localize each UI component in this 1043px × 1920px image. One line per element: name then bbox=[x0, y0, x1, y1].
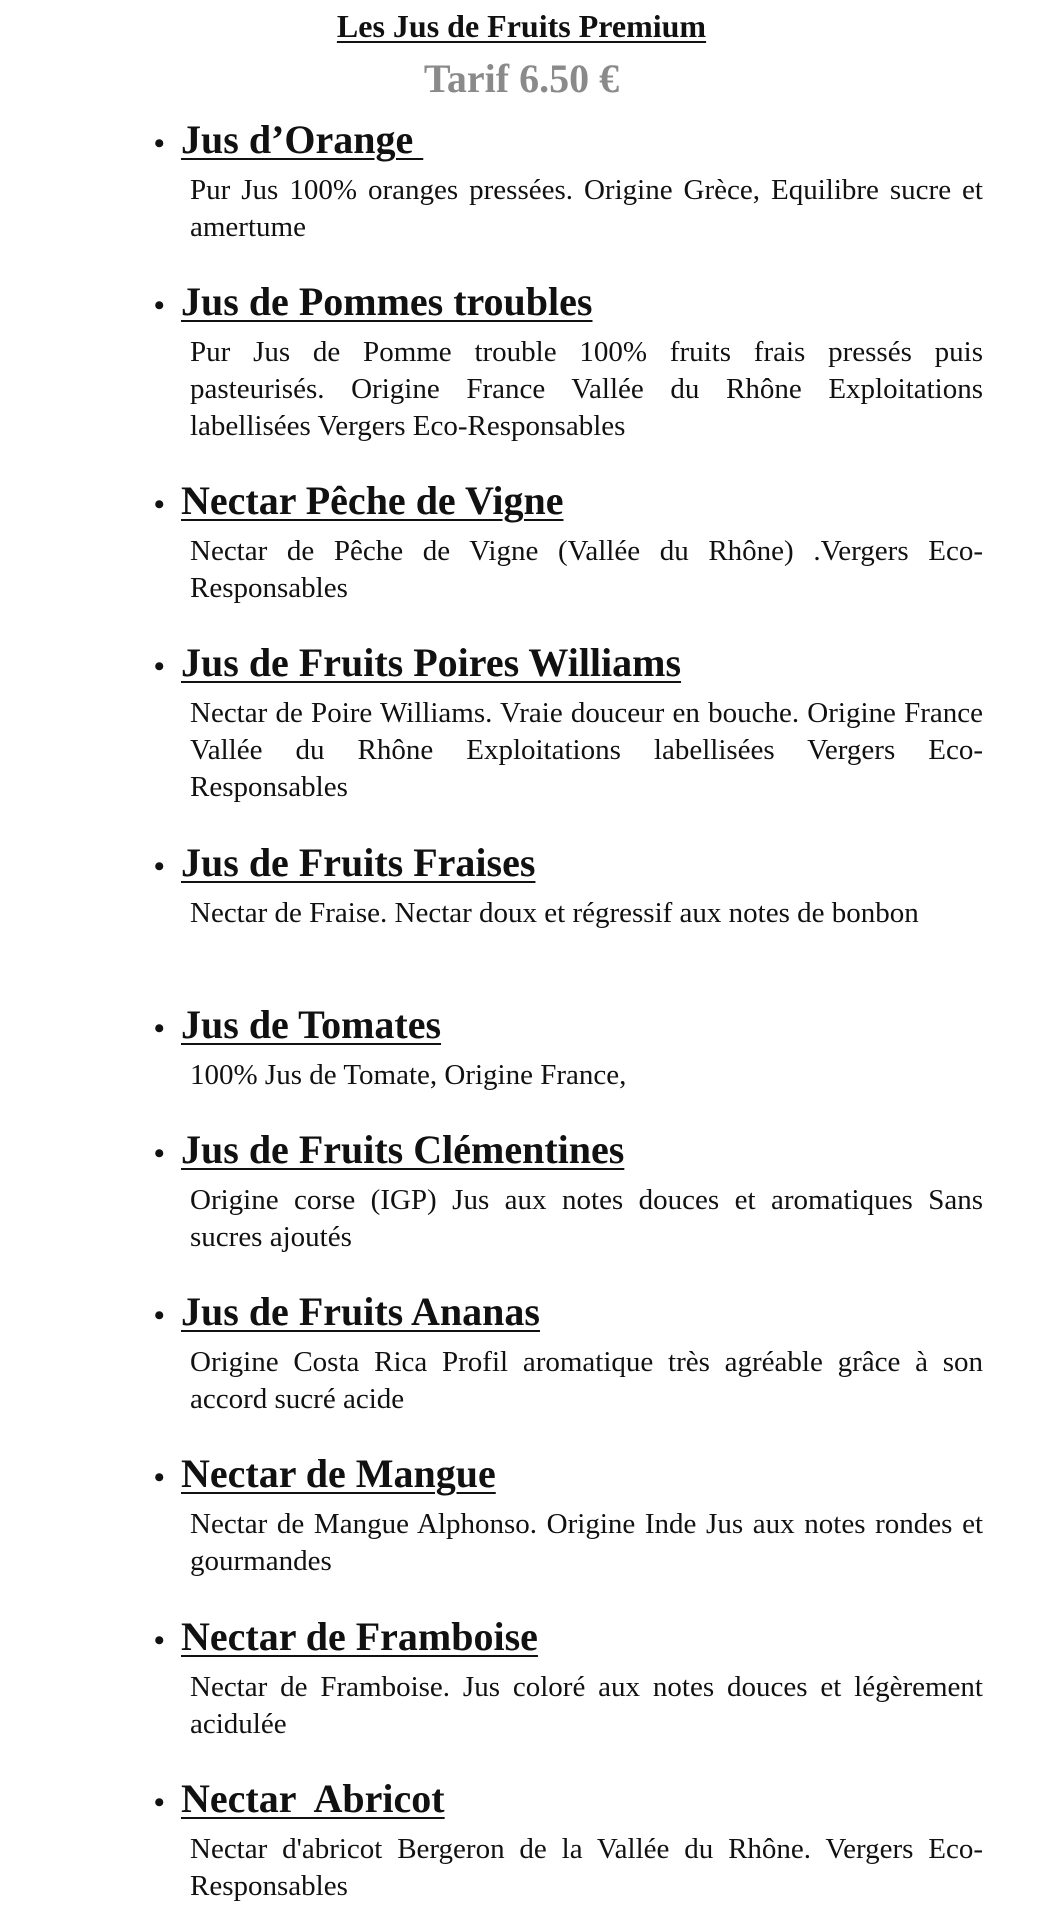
page-title-text: Les Jus de Fruits Premium bbox=[336, 8, 707, 44]
item-description: Nectar de Fraise. Nectar doux et régressif aux notes de bonbon bbox=[190, 897, 919, 929]
bullet-icon: • bbox=[154, 850, 165, 883]
item-description: 100% Jus de Tomate, Origine France, bbox=[190, 1059, 627, 1091]
bullet-icon: • bbox=[154, 1012, 165, 1045]
item-name: Nectar de Framboise bbox=[181, 1614, 538, 1659]
item-description: Nectar de Poire Williams. Vraie douceur en bouche. Origine France Vallée du Rhône Exploitations labellisées Vergers Eco-Responsables bbox=[190, 697, 983, 803]
bullet-icon: • bbox=[154, 1137, 165, 1170]
bullet-icon: • bbox=[154, 1299, 165, 1332]
item-name: Jus de Fruits Poires Williams bbox=[181, 640, 682, 685]
bullet-icon: • bbox=[154, 1786, 165, 1819]
item-description: Nectar d'abricot Bergeron de la Vallée du Rhône. Vergers Eco-Responsables bbox=[190, 1833, 983, 1902]
bullet-icon: • bbox=[154, 488, 165, 521]
item-description: Origine corse (IGP) Jus aux notes douces et aromatiques Sans sucres ajoutés bbox=[190, 1184, 983, 1253]
item-name: Nectar Abricot bbox=[181, 1776, 445, 1821]
page-title bbox=[0, 6, 1043, 46]
item-name: Jus de Fruits Ananas bbox=[181, 1289, 540, 1334]
item-name: Jus d’Orange bbox=[181, 117, 424, 162]
item-description: Nectar de Pêche de Vigne (Vallée du Rhône) .Vergers Eco-Responsables bbox=[190, 535, 983, 604]
item-description: Nectar de Mangue Alphonso. Origine Inde Jus aux notes rondes et gourmandes bbox=[190, 1508, 983, 1577]
item-description: Pur Jus 100% oranges pressées. Origine Grèce, Equilibre sucre et amertume bbox=[190, 174, 983, 243]
item-description: Nectar de Framboise. Jus coloré aux notes douces et légèrement acidulée bbox=[190, 1671, 983, 1740]
item-description: Origine Costa Rica Profil aromatique très agréable grâce à son accord sucré acide bbox=[190, 1346, 983, 1415]
item-name: Jus de Fruits Clémentines bbox=[181, 1127, 625, 1172]
item-name: Nectar de Mangue bbox=[181, 1451, 496, 1496]
bullet-icon: • bbox=[154, 127, 165, 160]
bullet-icon: • bbox=[154, 289, 165, 322]
bullet-icon: • bbox=[154, 1461, 165, 1494]
item-name: Jus de Fruits Fraises bbox=[181, 840, 536, 885]
item-name: Jus de Tomates bbox=[181, 1002, 442, 1047]
item-description: Pur Jus de Pomme trouble 100% fruits frais pressés puis pasteurisés. Origine France Vallée du Rhône Exploitations labellisées Vergers Eco-Responsables bbox=[190, 336, 983, 442]
price-label: Tarif 6.50 € bbox=[423, 56, 620, 101]
bullet-icon: • bbox=[154, 650, 165, 683]
item-name: Nectar Pêche de Vigne bbox=[181, 478, 564, 523]
item-name: Jus de Pommes troubles bbox=[181, 279, 593, 324]
bullet-icon: • bbox=[154, 1624, 165, 1657]
